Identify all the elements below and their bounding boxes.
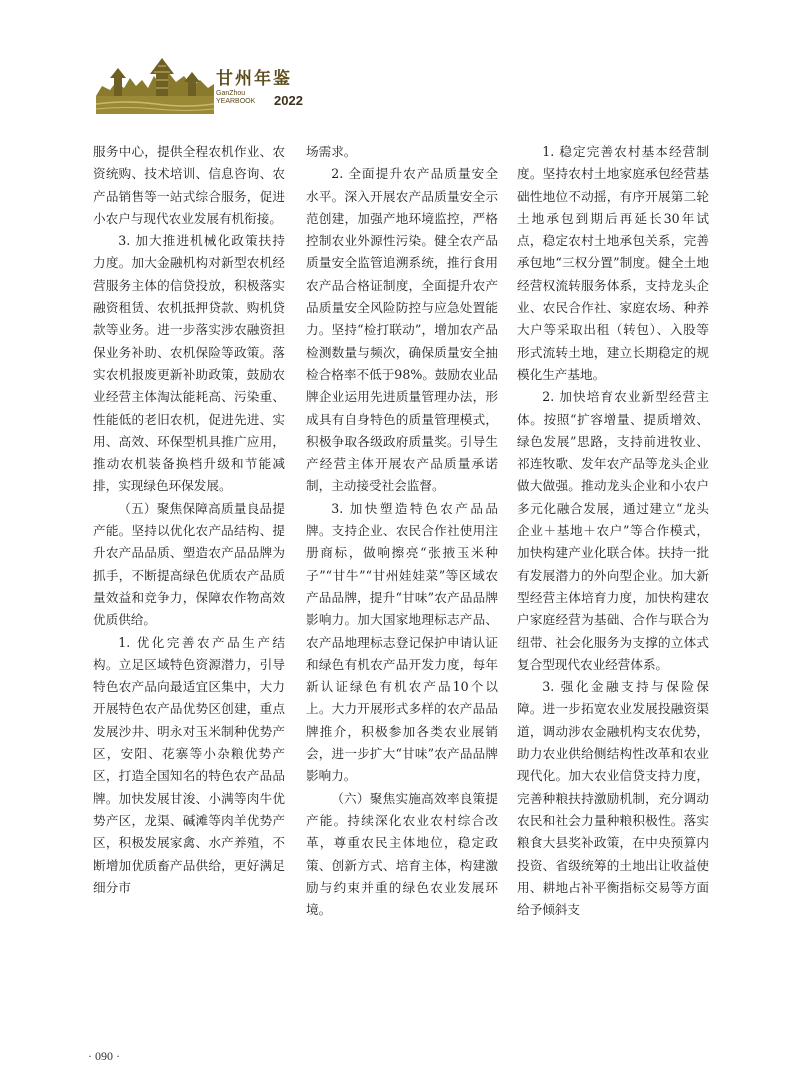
yearbook-title: 甘州年鉴 bbox=[216, 69, 292, 89]
paragraph: 1. 优化完善农产品生产结构。立足区域特色资源潜力，引导特色农产品向最适宜区集中，大力开展特色农产品优势区创建，重点发展沙井、明永对玉米制种优势产区，安阳、花寨等小杂粮优势产区，打造全国知名的特色农产品品牌。加快发展甘浚、小满等肉牛优势产区，龙渠、碱滩等肉羊优势产区，积极发展家禽、水产养殖，不断增加优质畜产品供给，更好满足细分市 bbox=[93, 634, 285, 895]
text-column-2 bbox=[306, 141, 498, 921]
paragraph: 3. 强化金融支持与保险保障。进一步拓宽农业发展投融资渠道，调动涉农金融机构支农优势，助力农业供给侧结构性改革和农业现代化。加大农业信贷支持力度，完善种粮扶持激励机制，充分调动农民和社会力量种粮积极性。落实粮食大县奖补政策，在中央预算内投资、省级统筹的土地出让收益使用、耕地占补平衡指标交易等方面给予倾斜支 bbox=[517, 679, 709, 918]
paragraph: （六）聚焦实施高效率良策提产能。持续深化农业农村综合改革，尊重农民主体地位，稳定政策、创新方式、培育主体，构建激励与约束并重的绿色农业发展环境。 bbox=[306, 790, 498, 918]
yearbook-subtitle: GanZhou YEARBOOK bbox=[216, 90, 256, 105]
paragraph: 服务中心，提供全程农机作业、农资统购、技术培训、信息咨询、农产品销售等一站式综合服务，促进小农户与现代农业发展有机衔接。 bbox=[93, 144, 285, 226]
text-column-1 bbox=[93, 141, 285, 899]
pagoda-skyline-logo-icon bbox=[96, 56, 214, 114]
page-number: · 090 · bbox=[88, 1049, 120, 1063]
text-column-3 bbox=[517, 141, 709, 921]
paragraph: （五）聚焦保障高质量良品提产能。坚持以优化农产品结构、提升农产品品质、塑造农产品品牌为抓手，不断提高绿色优质农产品质量效益和竞争力，保障农作物高效优质供给。 bbox=[93, 500, 285, 628]
paragraph: 2. 全面提升农产品质量安全水平。深入开展农产品质量安全示范创建，加强产地环境监控，严格控制农业外源性污染。健全农产品质量安全监管追溯系统，推行食用农产品合格证制度，全面提升农产品质量安全风险防控与应急处置能力。坚持“检打联动”，增加农产品检测数量与频次，确保质量安全抽检合格率不低于98%。鼓励农业品牌企业运用先进质量管理办法，形成具有自身特色的质量管理模式，积极争取各级政府质量奖。引导生产经营主体开展农产品质量承诺制，主动接受社会监督。 bbox=[306, 166, 498, 494]
paragraph: 3. 加大推进机械化政策扶持力度。加大金融机构对新型农机经营服务主体的信贷投放，积极落实融资租赁、农机抵押贷款、购机贷款等业务。进一步落实涉农融资担保业务补助、农机保险等政策。落实农机报废更新补助政策，鼓励农业经营主体淘汰能耗高、污染重、性能低的老旧农机，促进先进、实用、高效、环保型机具推广应用，推动农机装备换档升级和节能减排，实现绿色环保发展。 bbox=[93, 233, 285, 494]
paragraph: 1. 稳定完善农村基本经营制度。坚持农村土地家庭承包经营基础性地位不动摇，有序开展第二轮土地承包到期后再延长30年试点，稳定农村土地承包关系，完善承包地“三权分置”制度。健全土地经营权流转服务体系，支持龙头企业、农民合作社、家庭农场、种养大户等采取出租（转包）、入股等形式流转土地，建立长期稳定的规模化生产基地。 bbox=[517, 144, 709, 382]
paragraph: 3. 加快塑造特色农产品品牌。支持企业、农民合作社使用注册商标，做响擦亮“张掖玉米种子”“甘牛”“甘州娃娃菜”等区域农产品品牌，提升“甘味”农产品品牌影响力。加大国家地理标志产品、农产品地理标志登记保护申请认证和绿色有机农产品开发力度，每年新认证绿色有机农产品10个以上。大力开展形式多样的农产品品牌推介，积极参加各类农业展销会，进一步扩大“甘味”农产品品牌影响力。 bbox=[306, 500, 498, 784]
paragraph: 2. 加快培育农业新型经营主体。按照“扩容增量、提质增效、绿色发展”思路，支持前进牧业、祁连牧歌、发年农产品等龙头企业做大做强。推动龙头企业和小农户多元化融合发展，通过建立“龙头企业＋基地＋农户”等合作模式，加快构建产业化联合体。扶持一批有发展潜力的外向型企业。加大新型经营主体培育力度，加快构建农户家庭经营为基础、合作与联合为纽带、社会化服务为支撑的立体式复合型现代农业经营体系。 bbox=[517, 389, 709, 672]
yearbook-year: 2022 bbox=[274, 93, 303, 108]
paragraph: 场需求。 bbox=[306, 144, 357, 159]
